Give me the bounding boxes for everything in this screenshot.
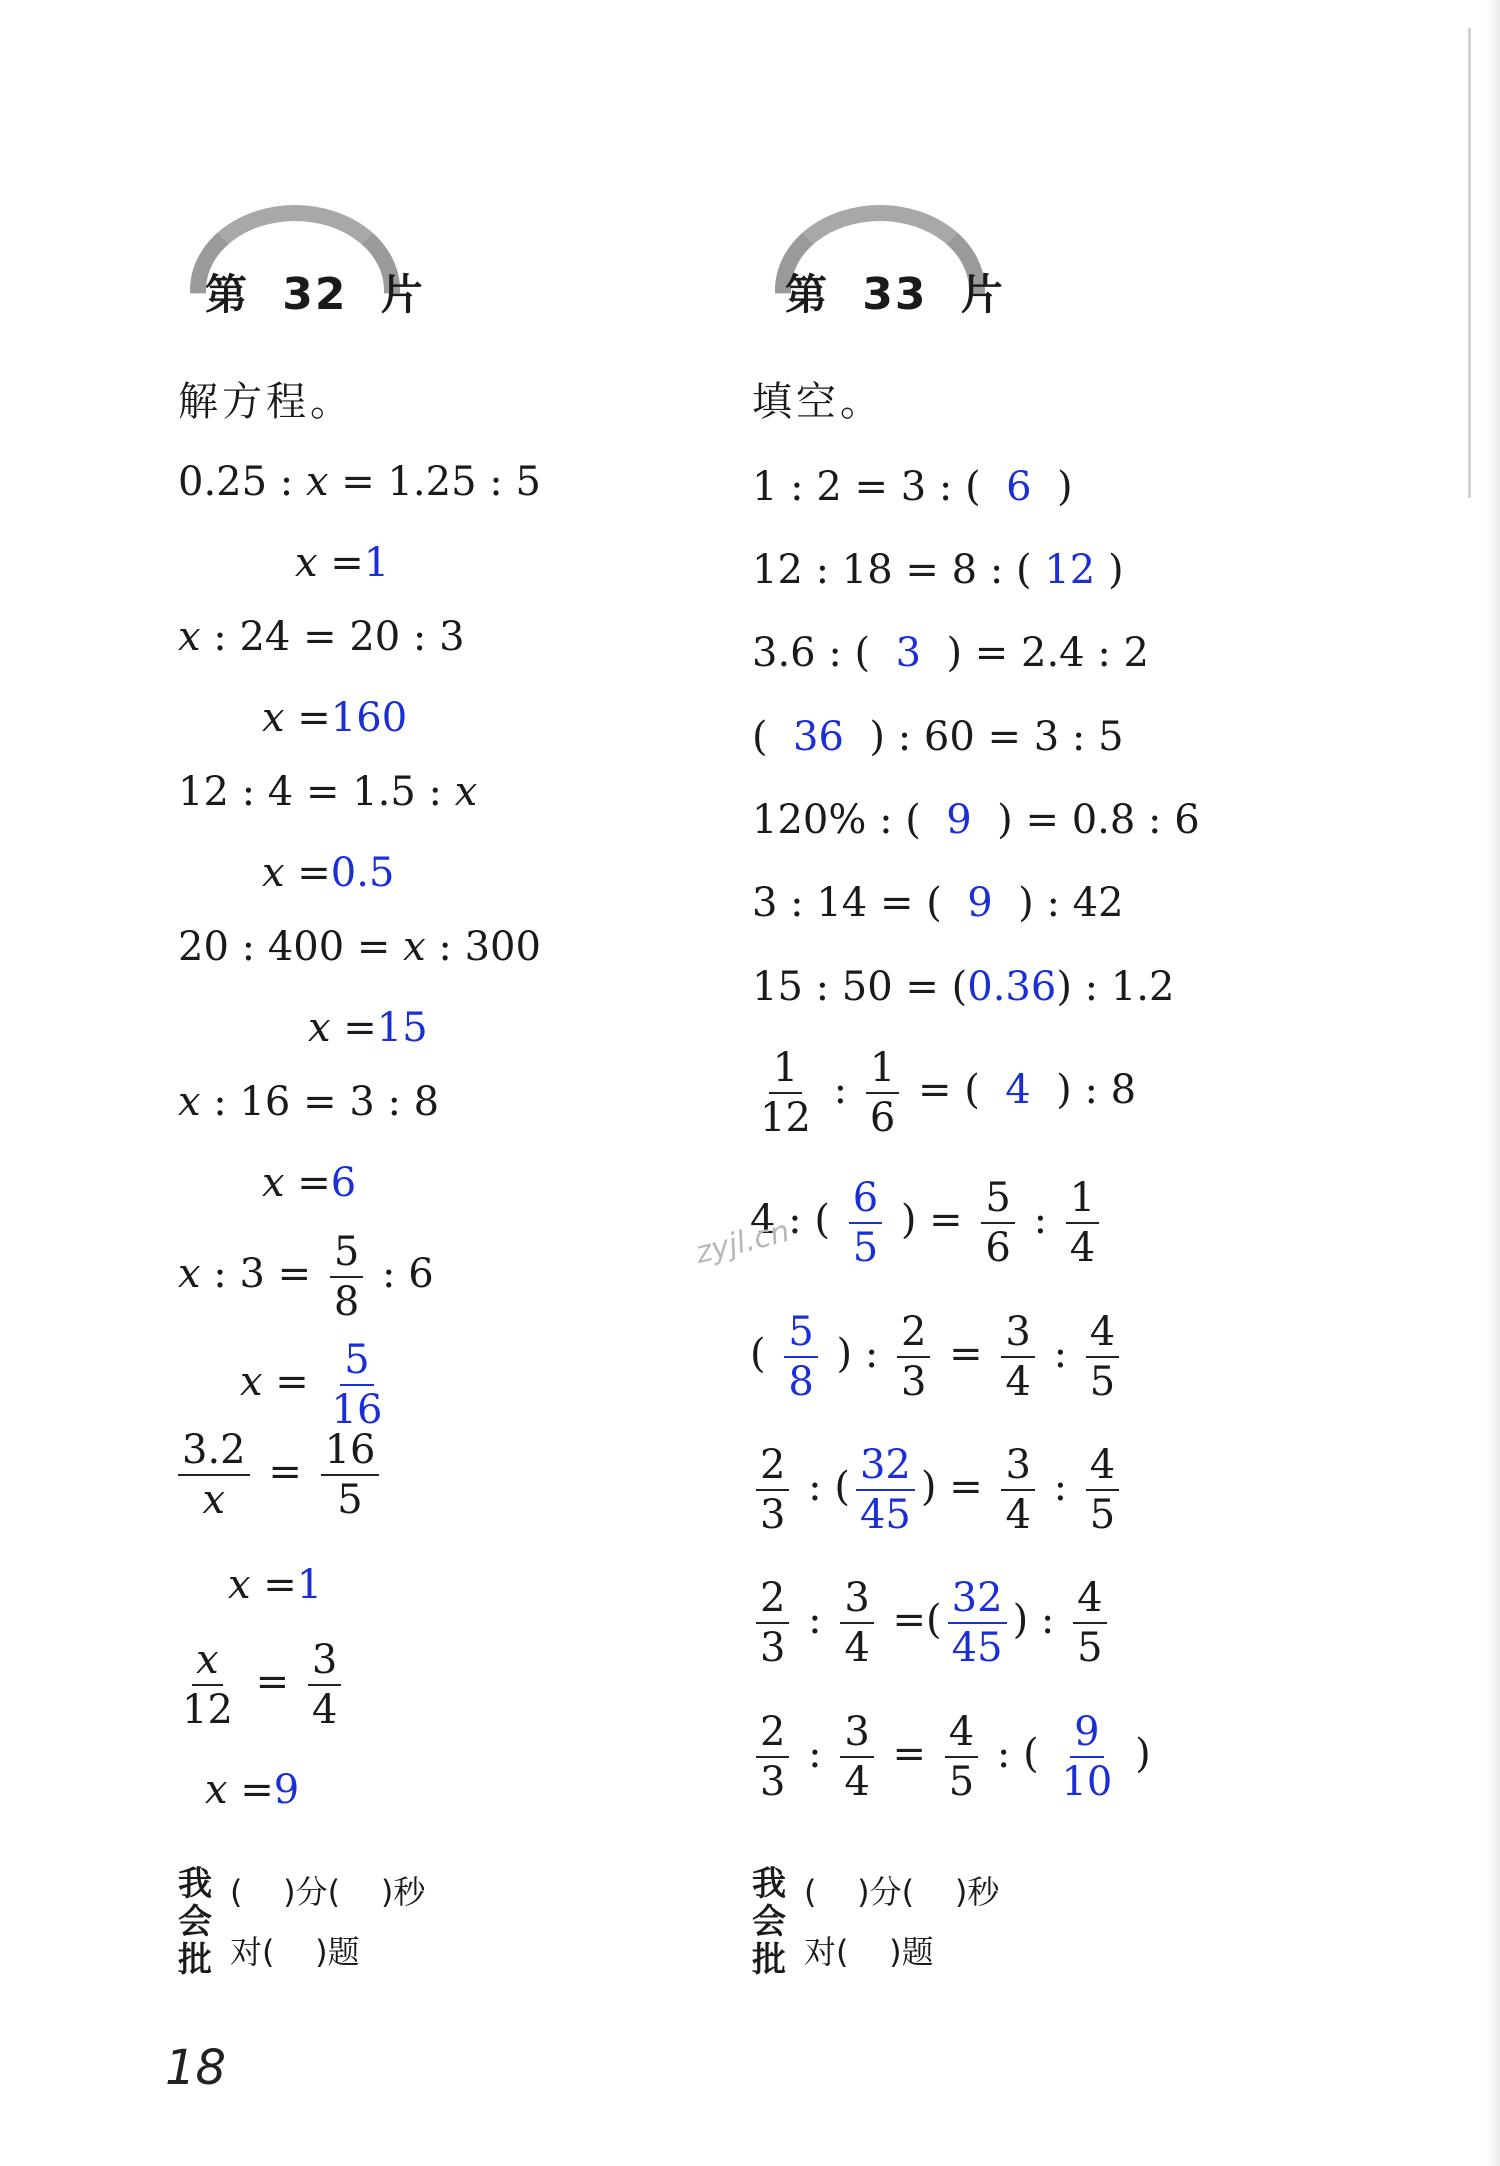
time-record: ( )分( )秒	[230, 1873, 426, 1911]
equation: x : 3 = $\frac{5}{8}$ : 6	[178, 1229, 434, 1325]
fill-blank: 12 : 18 = 8 : ( 12 )	[752, 547, 1124, 593]
fill-blank: ( $\frac{5}{8}$ ) : $\frac{2}{3}$ = $\frac{3}{4}$ : $\frac{4}{5}$	[750, 1312, 1125, 1402]
time-record: ( )分( )秒	[804, 1873, 1000, 1911]
answer: x =0.5	[262, 850, 395, 896]
fill-blank: $\frac{2}{3}$ : $\frac{3}{4}$ =( $\frac{32}{45}$ ) : $\frac{4}{5}$	[750, 1578, 1113, 1668]
watermark: zyjl.cn	[692, 1214, 794, 1271]
correct-count: 对( )题	[230, 1933, 360, 1971]
check-tag: 我 会 批	[178, 1864, 212, 1980]
check-tag: 我 会 批	[752, 1864, 786, 1980]
answer: x = $\frac{5}{16}$	[240, 1337, 383, 1433]
answer: x =15	[308, 1005, 428, 1051]
fill-blank: 15 : 50 = (0.36) : 1.2	[752, 964, 1175, 1010]
fill-blank: 1 : 2 = 3 : ( 6 )	[752, 464, 1073, 510]
equation: 0.25 : x = 1.25 : 5	[178, 459, 541, 505]
fill-blank: ( 36 ) : 60 = 3 : 5	[752, 714, 1124, 760]
fill-blank: 120% : ( 9 ) = 0.8 : 6	[752, 797, 1200, 843]
instruction: 填空。	[752, 379, 884, 425]
instruction: 解方程。	[178, 379, 354, 425]
answer: x =1	[295, 540, 390, 586]
fill-blank: 3 : 14 = ( 9 ) : 42	[752, 880, 1124, 926]
answer: x =1	[228, 1562, 323, 1608]
worksheet-33	[740, 0, 1480, 2166]
equation: 20 : 400 = x : 300	[178, 924, 541, 970]
answer: x =9	[205, 1767, 300, 1813]
answer: x =6	[262, 1160, 357, 1206]
page-edge	[1486, 0, 1500, 2166]
section-heading: 第 32 片	[205, 269, 425, 320]
worksheet-32	[0, 0, 740, 2166]
section-heading: 第 33 片	[785, 269, 1005, 320]
fill-blank: $\frac{1}{12}$ : $\frac{1}{6}$ = ( 4 ) : 8	[760, 1045, 1137, 1141]
equation: 12 : 4 = 1.5 : x	[178, 769, 478, 815]
equation: x : 16 = 3 : 8	[178, 1079, 440, 1125]
fill-blank: 4 : ( $\frac{6}{5}$ ) = $\frac{5}{6}$ : $\frac{1}{4}$	[750, 1178, 1105, 1268]
equation: x : 24 = 20 : 3	[178, 614, 465, 660]
correct-count: 对( )题	[804, 1933, 934, 1971]
equation: $\frac{x}{12}$ = $\frac{3}{4}$	[172, 1640, 347, 1730]
fill-blank: $\frac{2}{3}$ : ( $\frac{32}{45}$ ) = $\frac{3}{4}$ : $\frac{4}{5}$	[750, 1445, 1125, 1535]
fill-blank: 3.6 : ( 3 ) = 2.4 : 2	[752, 630, 1149, 676]
page-number: 18	[165, 2040, 227, 2096]
answer: x =160	[262, 695, 408, 741]
fill-blank: $\frac{2}{3}$ : $\frac{3}{4}$ = $\frac{4}{5}$ : ( $\frac{9}{10}$ )	[750, 1712, 1151, 1802]
equation: $\frac{3.2}{x}$ = $\frac{16}{5}$	[172, 1430, 385, 1520]
